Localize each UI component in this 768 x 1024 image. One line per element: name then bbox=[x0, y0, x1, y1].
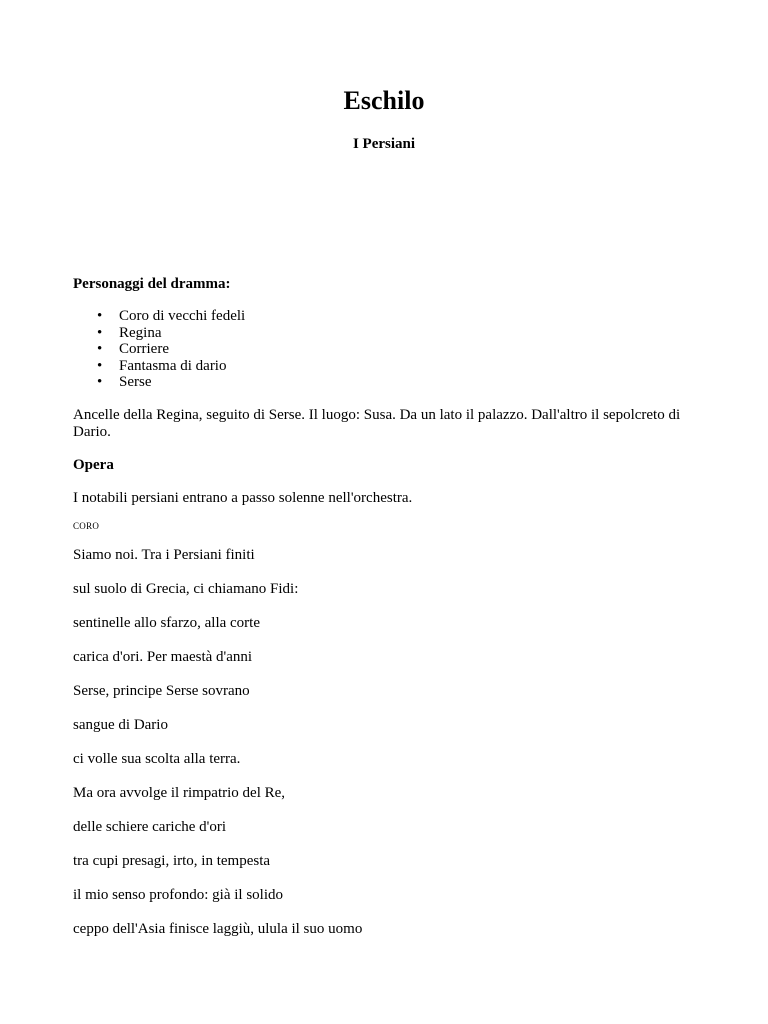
verse-line: delle schiere cariche d'ori bbox=[73, 818, 227, 835]
cast-heading: Personaggi del dramma: bbox=[73, 276, 231, 292]
setting-description: Ancelle della Regina, seguito di Serse. Il luogo: Susa. Da un lato il palazzo. Dall'altro il sepolcreto di Dario. bbox=[73, 406, 681, 440]
verse-line: sangue di Dario bbox=[73, 716, 168, 733]
cast-item: • Regina bbox=[73, 325, 713, 342]
verse-line: Ma ora avvolge il rimpatrio del Re, bbox=[73, 784, 286, 801]
author-title: Eschilo bbox=[343, 86, 425, 115]
verse-line: sentinelle allo sfarzo, alla corte bbox=[73, 614, 260, 631]
document-body bbox=[73, 276, 713, 955]
cast-item: • Coro di vecchi fedeli bbox=[73, 308, 713, 325]
work-title: I Persiani bbox=[352, 136, 416, 152]
verse-line: Serse, principe Serse sovrano bbox=[73, 682, 250, 699]
verse-line: ci volle sua scolta alla terra. bbox=[73, 750, 241, 767]
speaker-label: CORO bbox=[73, 520, 100, 531]
stage-direction: I notabili persiani entrano a passo solenne nell'orchestra. bbox=[73, 489, 413, 506]
verse-line: carica d'ori. Per maestà d'anni bbox=[73, 648, 253, 665]
verse-line: Siamo noi. Tra i Persiani finiti bbox=[73, 546, 255, 563]
verse-line: ceppo dell'Asia finisce laggiù, ulula il suo uomo bbox=[73, 920, 363, 937]
cast-item: • Serse bbox=[73, 374, 713, 391]
cast-item: • Corriere bbox=[73, 341, 713, 358]
cast-list bbox=[73, 308, 713, 391]
cast-item: • Fantasma di dario bbox=[73, 358, 713, 375]
section-heading: Opera bbox=[73, 456, 114, 473]
verse-line: tra cupi presagi, irto, in tempesta bbox=[73, 852, 271, 869]
verse-line: sul suolo di Grecia, ci chiamano Fidi: bbox=[73, 580, 299, 597]
verse-line: il mio senso profondo: già il solido bbox=[73, 886, 283, 903]
